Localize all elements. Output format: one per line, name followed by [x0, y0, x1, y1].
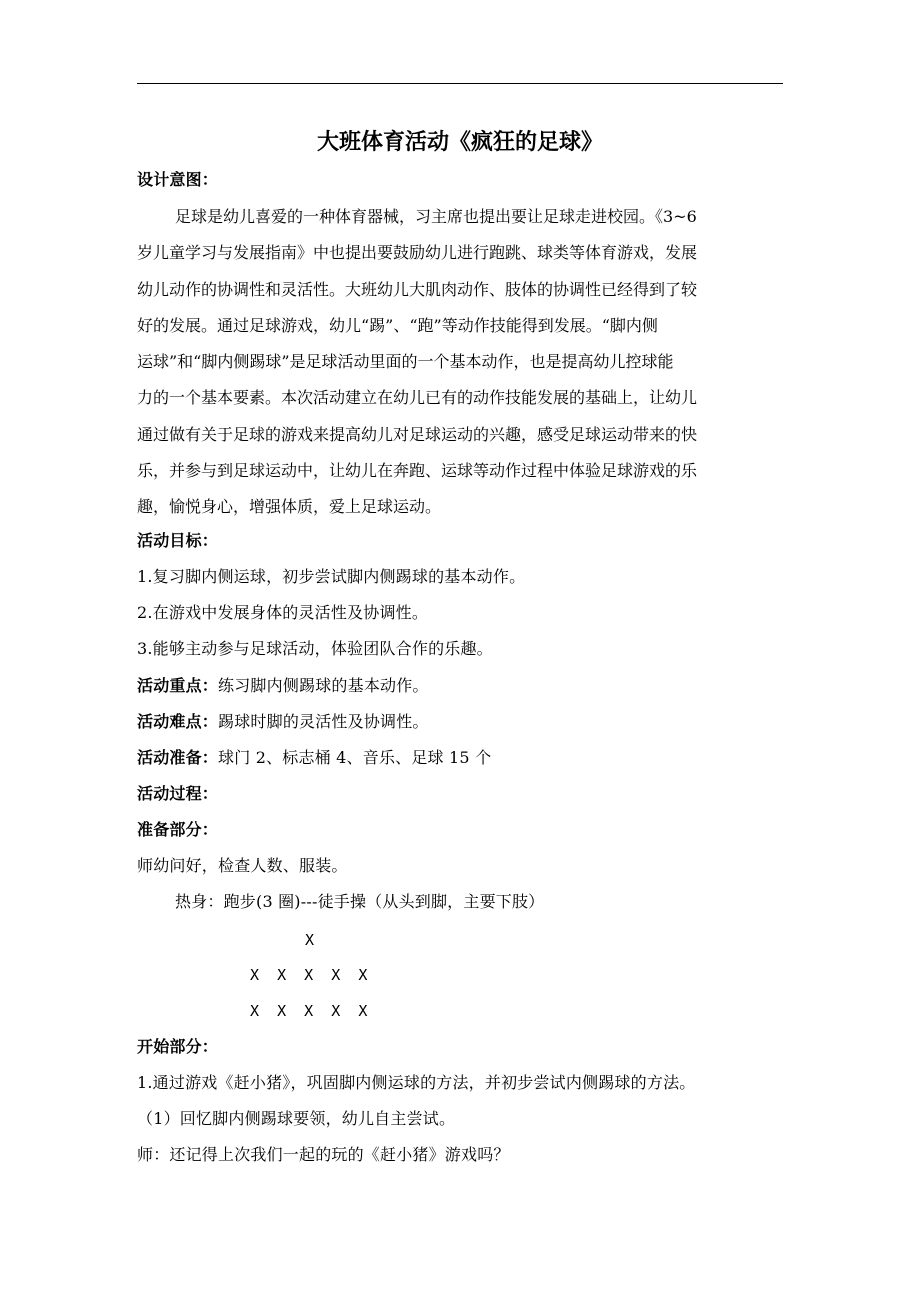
start-section-line: 师：还记得上次我们一起的玩的《赶小猪》游戏吗？	[137, 1145, 510, 1164]
paragraph-line: 岁儿童学习与发展指南》中也提出要鼓励幼儿进行跑跳、球类等体育游戏，发展	[137, 243, 698, 263]
paragraph-line: 力的一个基本要素。本次活动建立在幼儿已有的动作技能发展的基础上，让幼儿	[137, 388, 698, 408]
design-intent-paragraph	[137, 199, 787, 526]
start-section-line: 1.通过游戏《赶小猪》，巩固脚内侧运球的方法，并初步尝试内侧踢球的方法。	[137, 1073, 696, 1092]
goal-item: 3.能够主动参与足球活动，体验团队合作的乐趣。	[137, 639, 493, 658]
formation-row: X X X X X	[250, 1002, 368, 1020]
difficulty-line	[137, 712, 797, 732]
paragraph-line: 通过做有关于足球的游戏来提高幼儿对足球运动的兴趣，感受足球运动带来的快	[137, 424, 698, 444]
document-title: 大班体育活动《疯狂的足球》	[316, 130, 603, 155]
prep-section-line: 师幼问好，检查人数、服装。	[137, 856, 348, 875]
paragraph-line: 幼儿动作的协调性和灵活性。大班幼儿大肌肉动作、肢体的协调性已经得到了较	[137, 279, 698, 299]
goal-item: 2.在游戏中发展身体的灵活性及协调性。	[137, 603, 429, 622]
key-point-label: 活动重点：	[137, 676, 219, 695]
header-rule	[137, 83, 783, 84]
preparation-label: 活动准备：	[137, 748, 219, 767]
formation-row-leader: X	[305, 931, 315, 949]
difficulty-text: 踢球时脚的灵活性及协调性。	[218, 712, 429, 731]
key-point-line	[137, 676, 797, 696]
paragraph-line: 运球”和“脚内侧踢球”是足球活动里面的一个基本动作，也是提高幼儿控球能	[137, 352, 674, 372]
warmup-line: 热身：跑步(3 圈)---徒手操（从头到脚，主要下肢）	[175, 892, 545, 911]
preparation-line	[137, 748, 797, 768]
paragraph-line: 好的发展。通过足球游戏，幼儿“踢”、“跑”等动作技能得到发展。“脚内侧	[137, 315, 658, 335]
paragraph-line: 趣，愉悦身心，增强体质，爱上足球运动。	[137, 497, 442, 517]
prep-section-heading: 准备部分：	[137, 820, 219, 839]
start-section-line: （1）回忆脚内侧踢球要领，幼儿自主尝试。	[137, 1109, 456, 1128]
design-intent-heading: 设计意图：	[137, 170, 219, 189]
process-heading: 活动过程：	[137, 784, 219, 803]
goals-heading: 活动目标：	[137, 531, 219, 550]
goal-item: 1.复习脚内侧运球，初步尝试脚内侧踢球的基本动作。	[137, 567, 526, 586]
start-section-heading: 开始部分：	[137, 1037, 219, 1056]
difficulty-label: 活动难点：	[137, 712, 219, 731]
formation-row: X X X X X	[250, 966, 368, 984]
paragraph-line: 足球是幼儿喜爱的一种体育器械，习主席也提出要让足球走进校园。《3~6	[175, 207, 697, 226]
key-point-text: 练习脚内侧踢球的基本动作。	[218, 676, 429, 695]
paragraph-line: 乐，并参与到足球运动中，让幼儿在奔跑、运球等动作过程中体验足球游戏的乐	[137, 461, 698, 481]
preparation-text: 球门 2、标志桶 4、音乐、足球 15 个	[218, 748, 492, 767]
